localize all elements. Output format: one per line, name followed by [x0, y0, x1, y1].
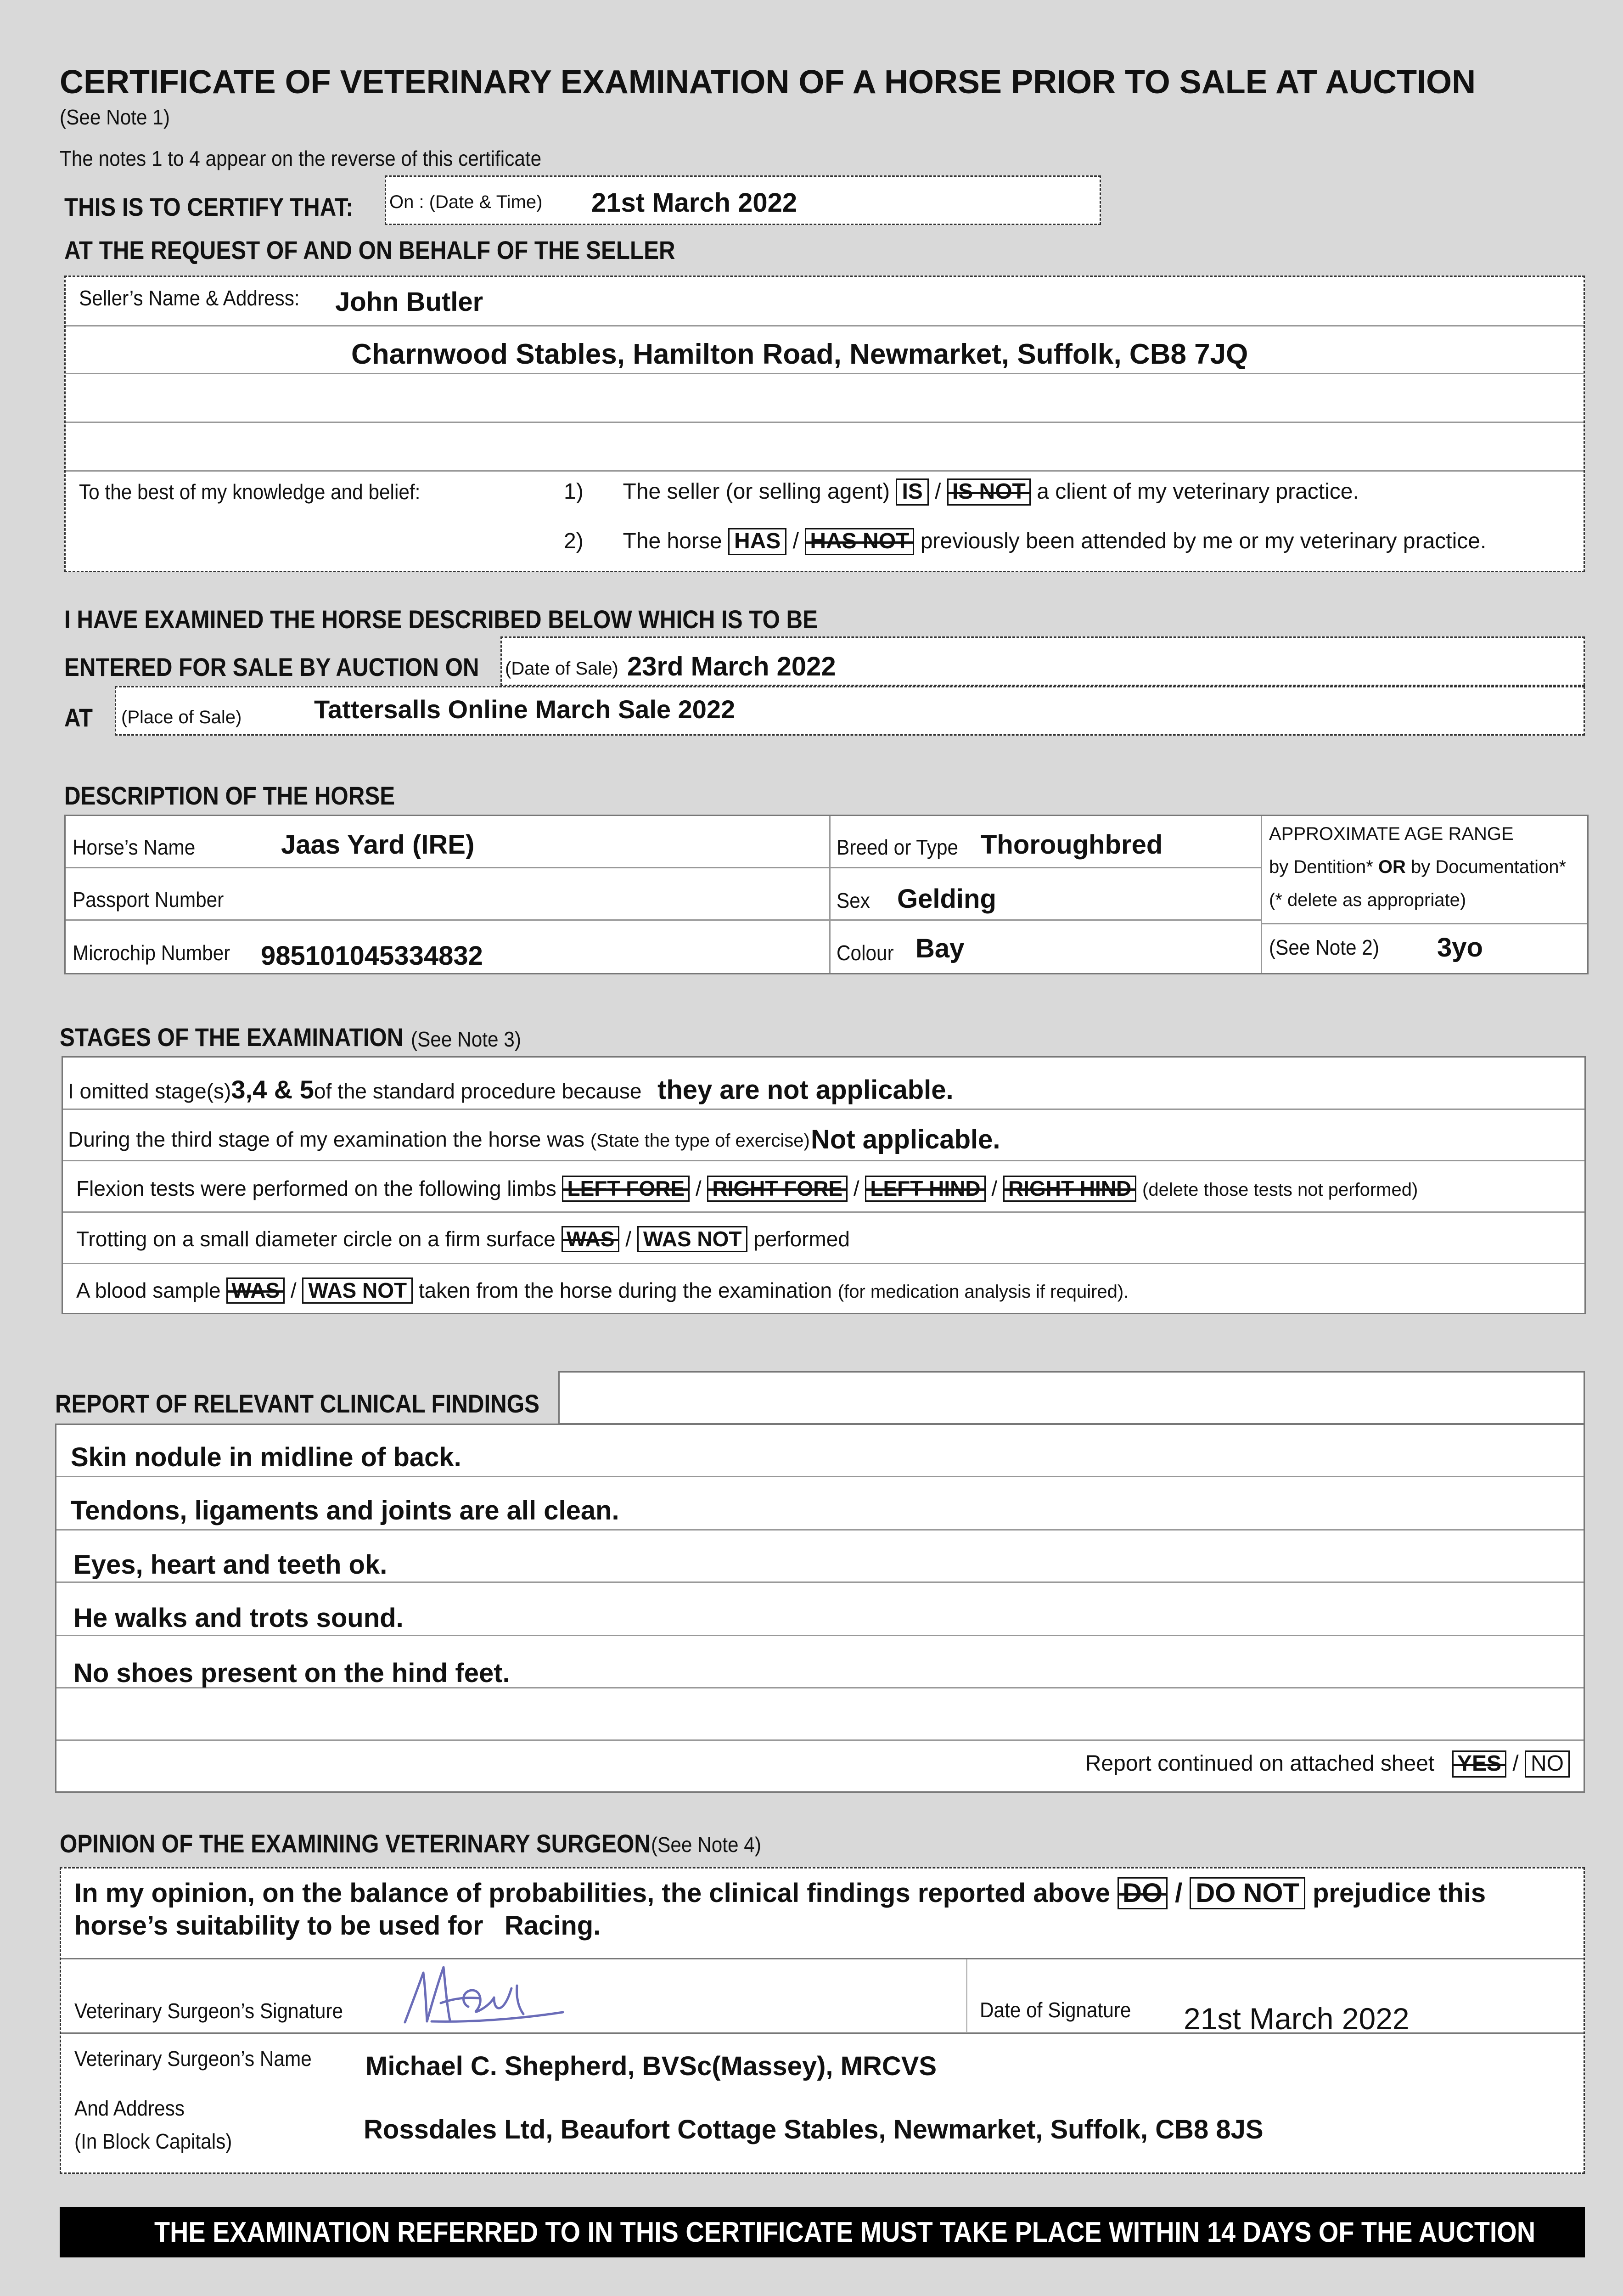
- breed-value: Thoroughbred: [981, 830, 1163, 860]
- omitted-label: I omitted stage(s): [68, 1079, 231, 1103]
- passport-label: Passport Number: [73, 888, 224, 912]
- sex-value: Gelding: [897, 884, 996, 914]
- report-continued: [1085, 1750, 1570, 1778]
- continued-yes-option[interactable]: YES: [1452, 1750, 1506, 1778]
- signature-label: Veterinary Surgeon’s Signature: [74, 1999, 343, 2023]
- opinion-text-line-1: [74, 1877, 1486, 1909]
- date-of-signature-value: 21st March 2022: [1184, 2002, 1410, 2036]
- notes-line: The notes 1 to 4 appear on the reverse of this certificate: [60, 146, 542, 170]
- colour-value: Bay: [915, 934, 965, 963]
- sale-heading-1: I HAVE EXAMINED THE HORSE DESCRIBED BELOW WHICH IS TO BE: [64, 605, 818, 634]
- stages-row-omitted: [68, 1075, 641, 1104]
- age-note: (See Note 2): [1269, 935, 1379, 959]
- report-row-divider: [56, 1476, 1584, 1477]
- stages-row-divider: [63, 1263, 1584, 1264]
- vet-name-label: Veterinary Surgeon’s Name: [74, 2047, 312, 2071]
- statement-1: [564, 478, 1359, 506]
- omitted-reason-value: they are not applicable.: [657, 1075, 954, 1105]
- statement-2-post: previously been attended by me or my veterinary practice.: [920, 529, 1487, 553]
- report-heading-field: [558, 1371, 1585, 1424]
- sale-date-label: (Date of Sale): [505, 658, 618, 679]
- separator: /: [1512, 1751, 1519, 1776]
- stages-row-divider: [63, 1109, 1584, 1110]
- exercise-note: (State the type of exercise): [590, 1131, 810, 1151]
- flexion-note: (delete those tests not performed): [1142, 1180, 1418, 1200]
- age-by-dentition[interactable]: by Dentition*: [1269, 857, 1373, 877]
- stages-row-flexion: [76, 1176, 1418, 1202]
- vet-signature-image: [399, 1959, 574, 2032]
- page-title: CERTIFICATE OF VETERINARY EXAMINATION OF A HORSE PRIOR TO SALE AT AUCTION: [60, 64, 1476, 101]
- separator: /: [991, 1176, 998, 1200]
- microchip-value: 985101045334832: [261, 941, 483, 971]
- statement-2-number: 2): [564, 529, 584, 553]
- flexion-left-fore-option[interactable]: LEFT FORE: [562, 1176, 690, 1202]
- horse-name-label: Horse’s Name: [73, 835, 196, 859]
- blood-was-option[interactable]: WAS: [226, 1277, 285, 1304]
- age-by-documentation[interactable]: by Documentation*: [1411, 857, 1567, 877]
- sex-label: Sex: [837, 889, 870, 912]
- stages-row-trotting: [76, 1226, 850, 1252]
- vet-address-label-1: And Address: [74, 2096, 185, 2120]
- date-of-signature-label: Date of Signature: [980, 1998, 1131, 2022]
- sale-date-value: 23rd March 2022: [627, 652, 836, 681]
- statement-1-post: a client of my veterinary practice.: [1037, 479, 1359, 504]
- age-or: OR: [1378, 857, 1406, 877]
- sale-heading-2: ENTERED FOR SALE BY AUCTION ON: [64, 653, 479, 681]
- vet-address-label-2: (In Block Capitals): [74, 2129, 232, 2153]
- exam-datetime-value: 21st March 2022: [591, 188, 797, 218]
- seller-name-value: John Butler: [335, 287, 483, 317]
- attended-has-option[interactable]: HAS: [728, 528, 786, 555]
- opinion-col-divider: [966, 1959, 967, 2032]
- report-line: Tendons, ligaments and joints are all clean.: [71, 1496, 619, 1525]
- blood-label: A blood sample: [76, 1278, 221, 1302]
- breed-label: Breed or Type: [837, 835, 959, 859]
- opinion-text-line-2: [74, 1910, 601, 1941]
- stages-row-divider: [63, 1160, 1584, 1161]
- seller-divider: [66, 325, 1584, 326]
- client-is-not-option[interactable]: IS NOT: [947, 478, 1031, 506]
- blood-post: taken from the horse during the examination: [418, 1278, 832, 1302]
- sale-place-label: (Place of Sale): [121, 707, 242, 727]
- horse-heading: DESCRIPTION OF THE HORSE: [64, 781, 395, 810]
- footer-text: THE EXAMINATION REFERRED TO IN THIS CERTIFICATE MUST TAKE PLACE WITHIN 14 DAYS OF THE AUCTION: [154, 2217, 1536, 2248]
- trotting-post: performed: [753, 1227, 850, 1251]
- microchip-label: Microchip Number: [73, 941, 230, 965]
- opinion-use-value: Racing.: [504, 1911, 601, 1941]
- age-value: 3yo: [1437, 933, 1483, 962]
- statement-1-text: The seller (or selling agent): [623, 479, 890, 504]
- age-heading: APPROXIMATE AGE RANGE: [1269, 824, 1514, 844]
- client-is-option[interactable]: IS: [896, 478, 928, 506]
- attended-has-not-option[interactable]: HAS NOT: [805, 528, 914, 555]
- opinion-text-2: horse’s suitability to be used for: [74, 1911, 483, 1941]
- stages-heading: STAGES OF THE EXAMINATION: [60, 1023, 404, 1052]
- blood-note: (for medication analysis if required).: [837, 1282, 1129, 1302]
- report-line: Skin nodule in midline of back.: [71, 1442, 461, 1472]
- omitted-stages-value: 3,4 & 5: [231, 1075, 314, 1104]
- report-row-divider: [56, 1635, 1584, 1636]
- sale-place-value: Tattersalls Online March Sale 2022: [314, 695, 736, 724]
- report-line: Eyes, heart and teeth ok.: [73, 1550, 387, 1580]
- opinion-text: In my opinion, on the balance of probabilities, the clinical findings reported above: [74, 1878, 1110, 1908]
- separator: /: [792, 529, 799, 553]
- stages-heading-wrap: [60, 1022, 450, 1052]
- statement-2: [564, 528, 1486, 555]
- trotting-was-option[interactable]: WAS: [562, 1226, 620, 1252]
- report-row-divider: [56, 1529, 1584, 1531]
- seller-divider: [66, 470, 1584, 472]
- report-continued-label: Report continued on attached sheet: [1085, 1751, 1435, 1776]
- flexion-right-hind-option[interactable]: RIGHT HIND: [1003, 1176, 1136, 1202]
- flexion-label: Flexion tests were performed on the following limbs: [76, 1176, 556, 1200]
- statement-1-number: 1): [564, 479, 584, 504]
- seller-divider: [66, 373, 1584, 374]
- age-delete-note: (* delete as appropriate): [1269, 890, 1466, 910]
- vet-name-value: Michael C. Shepherd, BVSc(Massey), MRCVS: [365, 2051, 937, 2081]
- vet-address-value: Rossdales Ltd, Beaufort Cottage Stables, Newmarket, Suffolk, CB8 8JS: [364, 2115, 1264, 2144]
- blood-was-not-option[interactable]: WAS NOT: [302, 1277, 413, 1304]
- opinion-heading: OPINION OF THE EXAMINING VETERINARY SURGEON: [60, 1829, 651, 1858]
- flexion-right-fore-option[interactable]: RIGHT FORE: [707, 1176, 848, 1202]
- seller-address-value: Charnwood Stables, Hamilton Road, Newmarket, Suffolk, CB8 7JQ: [351, 338, 1248, 370]
- separator: /: [695, 1176, 702, 1200]
- request-heading: AT THE REQUEST OF AND ON BEHALF OF THE SELLER: [64, 236, 675, 264]
- report-heading: REPORT OF RELEVANT CLINICAL FINDINGS: [55, 1389, 539, 1418]
- statement-2-text: The horse: [623, 529, 722, 553]
- horse-row-divider: [1262, 923, 1587, 924]
- report-row-divider: [56, 1581, 1584, 1583]
- opinion-text-post: prejudice this: [1313, 1878, 1486, 1908]
- opinion-do-not-option[interactable]: DO NOT: [1190, 1877, 1305, 1909]
- exam-datetime-label: On : (Date & Time): [389, 192, 543, 212]
- horse-col-divider: [829, 816, 831, 973]
- report-line: He walks and trots sound.: [73, 1603, 404, 1633]
- horse-name-value: Jaas Yard (IRE): [281, 830, 475, 860]
- knowledge-label: To the best of my knowledge and belief:: [79, 480, 421, 504]
- certify-heading: THIS IS TO CERTIFY THAT:: [64, 192, 354, 221]
- sale-at-label: AT: [64, 703, 93, 732]
- separator: /: [853, 1176, 859, 1200]
- stages-row-divider: [63, 1211, 1584, 1213]
- report-row-divider: [56, 1739, 1584, 1741]
- flexion-left-hind-option[interactable]: LEFT HIND: [865, 1176, 985, 1202]
- separator: /: [290, 1278, 297, 1302]
- colour-label: Colour: [837, 941, 894, 965]
- stages-row-exercise: [68, 1127, 810, 1152]
- report-line: No shoes present on the hind feet.: [73, 1658, 510, 1688]
- age-method: [1269, 857, 1566, 878]
- continued-no-option[interactable]: NO: [1525, 1750, 1570, 1778]
- separator: /: [625, 1227, 632, 1251]
- stages-row-blood: [76, 1277, 1129, 1304]
- opinion-heading-note: (See Note 4): [651, 1833, 761, 1857]
- separator: /: [1175, 1878, 1183, 1908]
- omitted-mid: of the standard procedure because: [314, 1079, 642, 1103]
- trotting-was-not-option[interactable]: WAS NOT: [637, 1226, 748, 1252]
- seller-divider: [66, 422, 1584, 423]
- horse-row-divider: [66, 919, 1262, 921]
- horse-row-divider: [66, 867, 1262, 868]
- stages-heading-note: (See Note 3): [411, 1027, 521, 1051]
- see-note-1: (See Note 1): [60, 105, 170, 129]
- seller-name-label: Seller’s Name & Address:: [79, 286, 300, 310]
- opinion-do-option[interactable]: DO: [1118, 1877, 1168, 1909]
- opinion-divider: [61, 1958, 1584, 1959]
- trotting-label: Trotting on a small diameter circle on a firm surface: [76, 1227, 556, 1251]
- opinion-heading-wrap: [60, 1829, 731, 1858]
- separator: /: [935, 479, 941, 504]
- exercise-label: During the third stage of my examination the horse was: [68, 1127, 585, 1151]
- exercise-value: Not applicable.: [811, 1125, 1000, 1154]
- horse-col-divider: [1261, 816, 1262, 973]
